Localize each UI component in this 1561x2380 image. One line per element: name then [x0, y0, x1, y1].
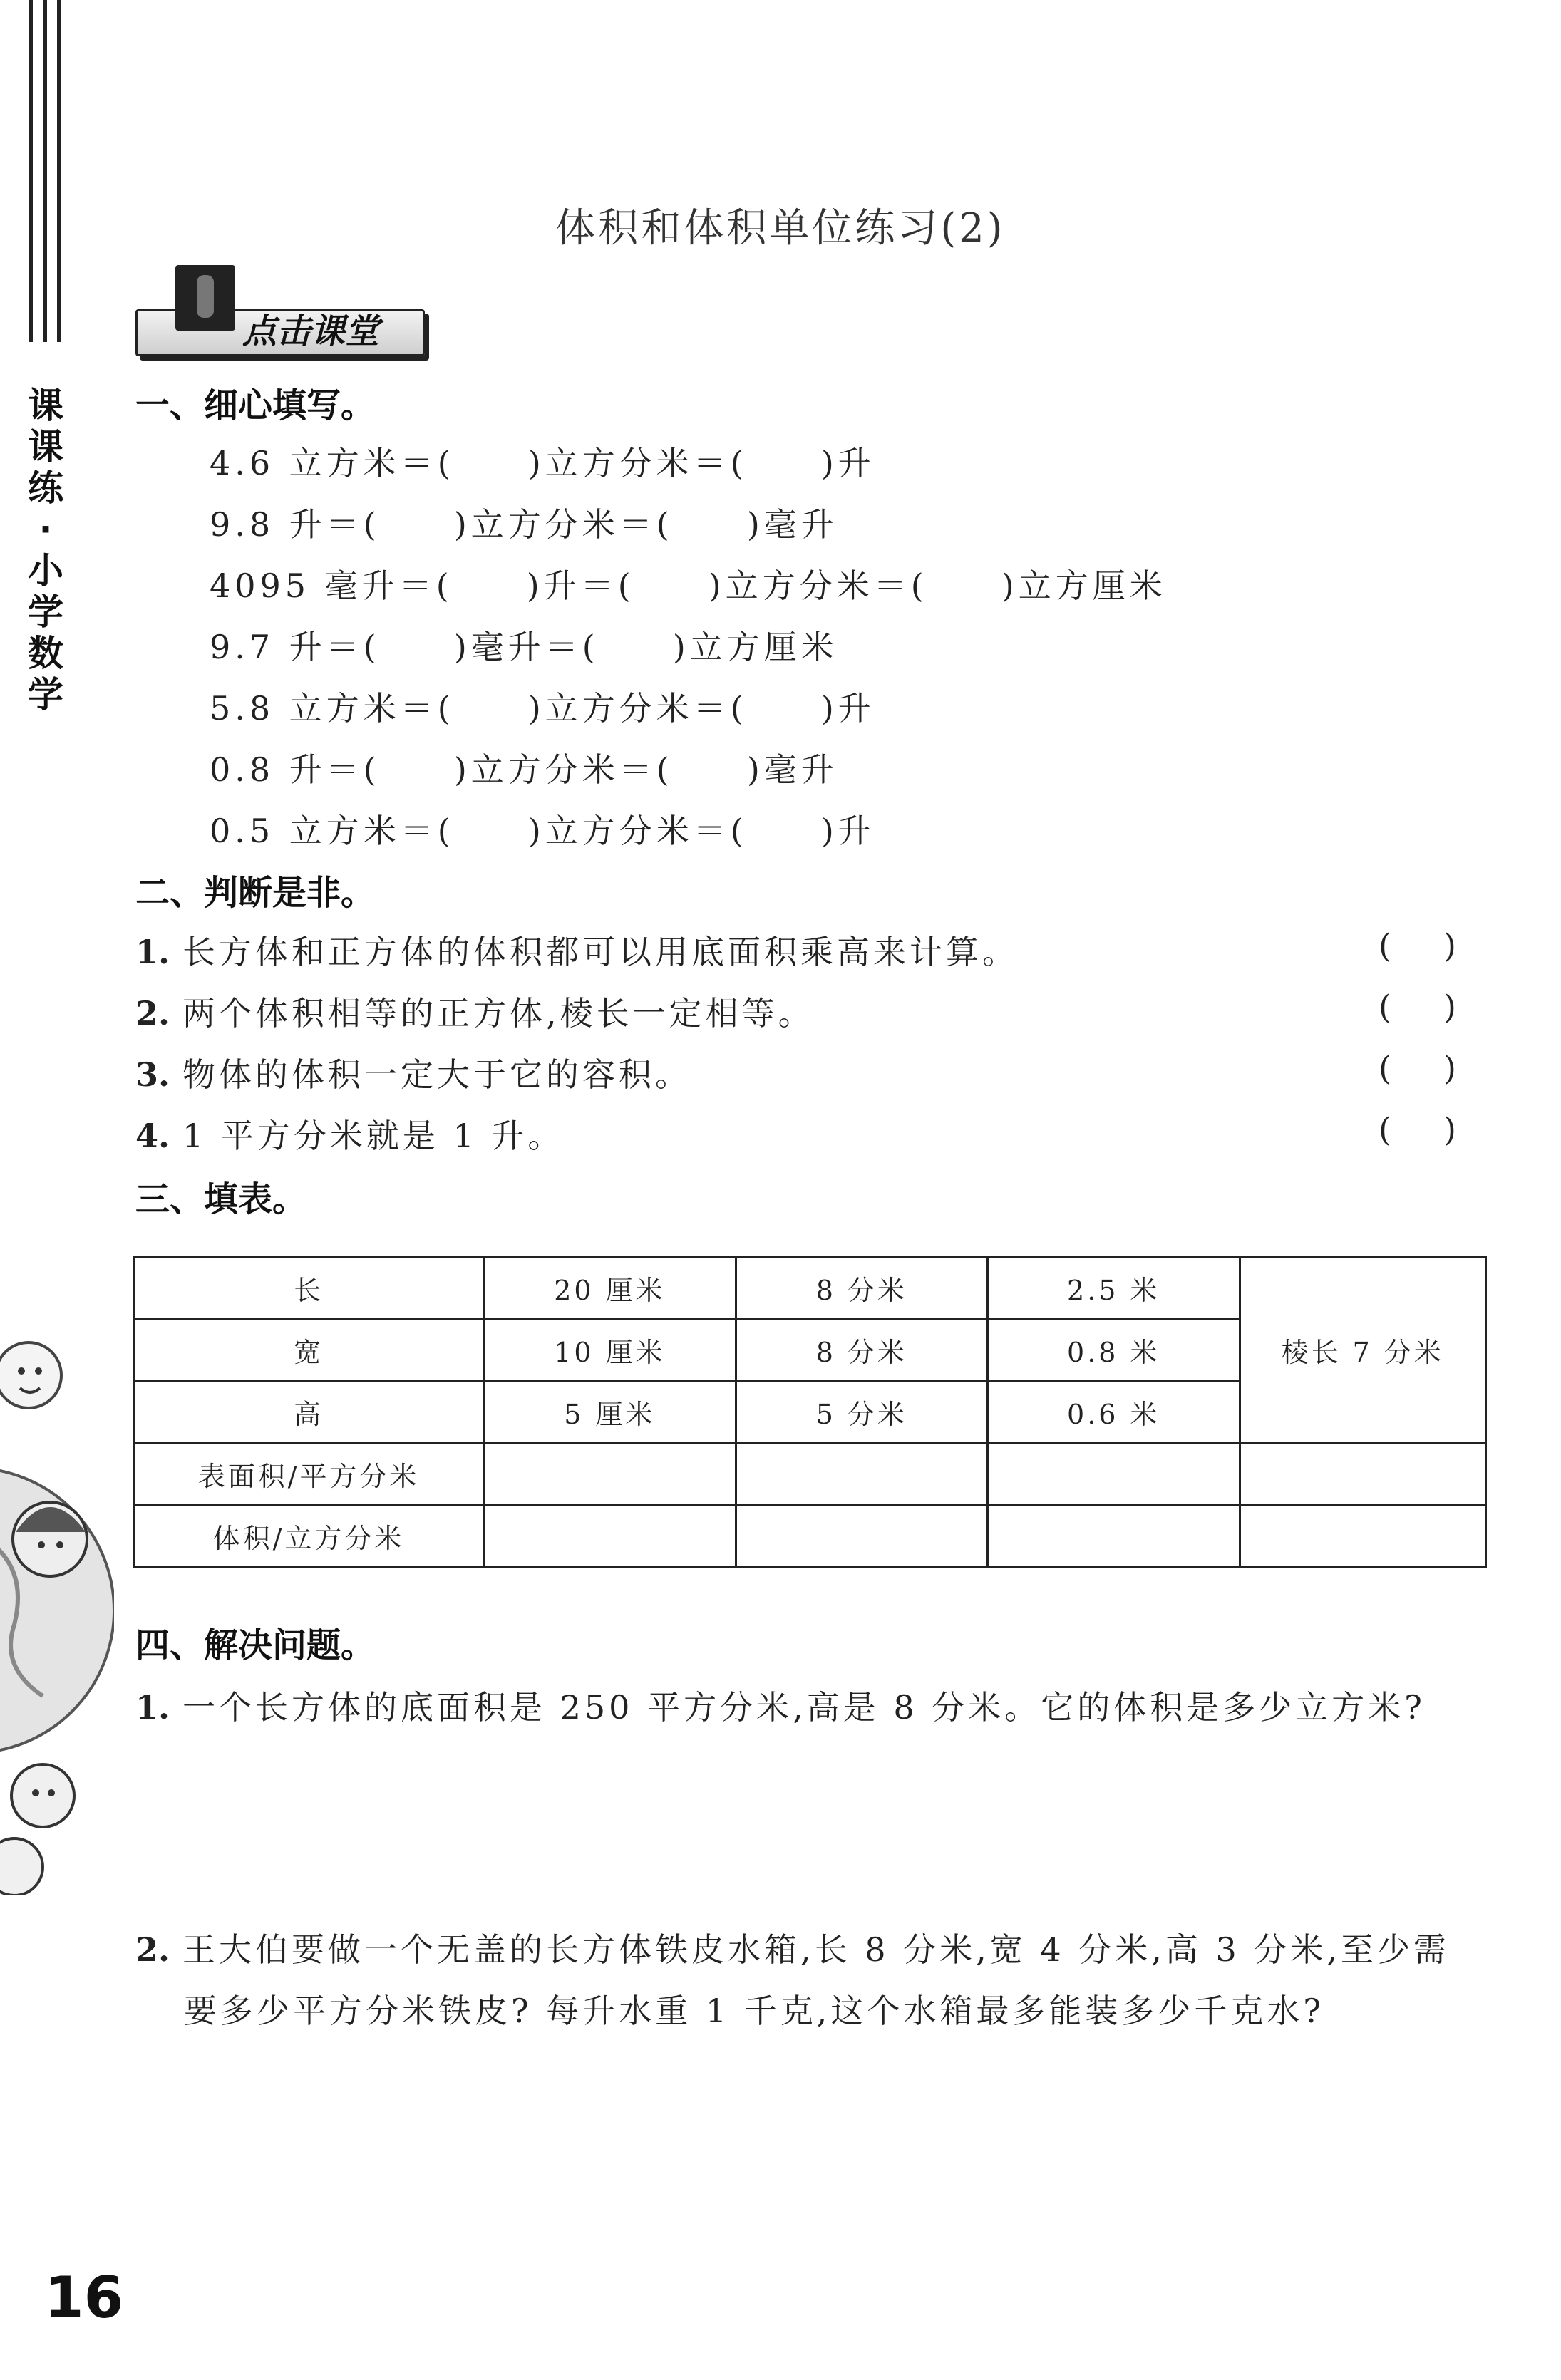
- fill-line: 0.5 立方米＝( )立方分米＝( )升: [210, 812, 875, 850]
- row-label: 高: [134, 1381, 484, 1443]
- problem-text: 一个长方体的底面积是 250 平方分米,高是 8 分米。它的体积是多少立方米?: [182, 1688, 1426, 1727]
- fill-line: 4.6 立方米＝( )立方分米＝( )升: [210, 444, 875, 482]
- cube-edge-cell: 棱长 7 分米: [1240, 1257, 1485, 1443]
- answer-cell[interactable]: [484, 1505, 736, 1567]
- answer-cell[interactable]: [988, 1505, 1240, 1567]
- table-cell: 0.6 米: [988, 1381, 1240, 1443]
- fill-line: 9.8 升＝( )立方分米＝( )毫升: [210, 505, 838, 544]
- series-char: ·: [38, 509, 53, 550]
- book-series-title: [24, 385, 67, 715]
- answer-blank[interactable]: ( ): [1379, 1049, 1457, 1087]
- problem-number: 2.: [135, 1930, 170, 1969]
- answer-cell[interactable]: [736, 1505, 987, 1567]
- item-number: 3.: [135, 1055, 170, 1094]
- page-number: 16: [44, 2265, 124, 2331]
- table-cell: 5 分米: [736, 1381, 987, 1443]
- item-text: 物体的体积一定大于它的容积。: [182, 1055, 692, 1094]
- answer-cell[interactable]: [736, 1443, 987, 1505]
- item-text: 长方体和正方体的体积都可以用底面积乘高来计算。: [182, 933, 1019, 971]
- answer-blank[interactable]: ( ): [1379, 988, 1457, 1026]
- margin-rule-3: [57, 0, 61, 342]
- row-label: 宽: [134, 1319, 484, 1381]
- dimension-table: [133, 1256, 1487, 1568]
- children-globe-illustration: [0, 1325, 114, 1895]
- judge-item: [135, 926, 1019, 973]
- answer-cell[interactable]: [484, 1443, 736, 1505]
- answer-cell[interactable]: [1240, 1505, 1485, 1567]
- word-problem: [135, 1924, 1450, 1971]
- table-cell: 2.5 米: [988, 1257, 1240, 1319]
- answer-blank[interactable]: ( ): [1379, 926, 1457, 965]
- section-heading-fill-table: 三、填表。: [135, 1179, 307, 1219]
- series-char: 练: [28, 467, 63, 509]
- margin-rule-2: [43, 0, 47, 342]
- margin-rule-1: [29, 0, 33, 342]
- item-number: 1.: [135, 933, 170, 971]
- series-char: 课: [28, 385, 63, 426]
- answer-blank[interactable]: ( ): [1379, 1110, 1457, 1149]
- table-cell: 20 厘米: [484, 1257, 736, 1319]
- page-title: 体积和体积单位练习(2): [555, 205, 1006, 252]
- item-text: 两个体积相等的正方体,棱长一定相等。: [182, 994, 815, 1033]
- judge-item: [135, 988, 815, 1035]
- answer-cell[interactable]: [988, 1443, 1240, 1505]
- problem-text: 王大伯要做一个无盖的长方体铁皮水箱,长 8 分米,宽 4 分米,高 3 分米,至少需: [182, 1930, 1451, 1969]
- table-cell: 0.8 米: [988, 1319, 1240, 1381]
- badge-label: 点击课堂: [242, 311, 380, 351]
- series-char: 数: [28, 633, 63, 674]
- table-cell: 10 厘米: [484, 1319, 736, 1381]
- row-label: 体积/立方分米: [134, 1505, 484, 1567]
- teacher-figure-icon: [175, 265, 235, 331]
- fill-line: 4095 毫升＝( )升＝( )立方分米＝( )立方厘米: [210, 566, 1167, 605]
- table-row: [134, 1257, 1486, 1319]
- series-char: 课: [28, 426, 63, 467]
- item-number: 4.: [135, 1117, 170, 1155]
- item-number: 2.: [135, 994, 170, 1033]
- fill-line: 0.8 升＝( )立方分米＝( )毫升: [210, 750, 838, 789]
- series-char: 学: [28, 674, 63, 715]
- section-heading-true-false: 二、判断是非。: [135, 873, 376, 913]
- item-text: 1 平方分米就是 1 升。: [182, 1117, 565, 1155]
- table-row: [134, 1443, 1486, 1505]
- table-cell: 5 厘米: [484, 1381, 736, 1443]
- answer-cell[interactable]: [1240, 1443, 1485, 1505]
- problem-text-continued: 要多少平方分米铁皮? 每升水重 1 千克,这个水箱最多能装多少千克水?: [184, 1992, 1325, 2030]
- fill-line: 9.7 升＝( )毫升＝( )立方厘米: [210, 628, 838, 666]
- problem-number: 1.: [135, 1688, 170, 1727]
- judge-item: [135, 1110, 564, 1157]
- judge-item: [135, 1049, 691, 1096]
- row-label: 表面积/平方分米: [134, 1443, 484, 1505]
- section-badge: [135, 265, 421, 356]
- table-row: [134, 1505, 1486, 1567]
- series-char: 小: [28, 550, 63, 591]
- table-cell: 8 分米: [736, 1319, 987, 1381]
- section-heading-fill-in: 一、细心填写。: [135, 386, 376, 425]
- series-char: 学: [28, 591, 63, 633]
- section-heading-problems: 四、解决问题。: [135, 1625, 376, 1665]
- word-problem: [135, 1682, 1426, 1729]
- row-label: 长: [134, 1257, 484, 1319]
- table-cell: 8 分米: [736, 1257, 987, 1319]
- fill-line: 5.8 立方米＝( )立方分米＝( )升: [210, 689, 875, 728]
